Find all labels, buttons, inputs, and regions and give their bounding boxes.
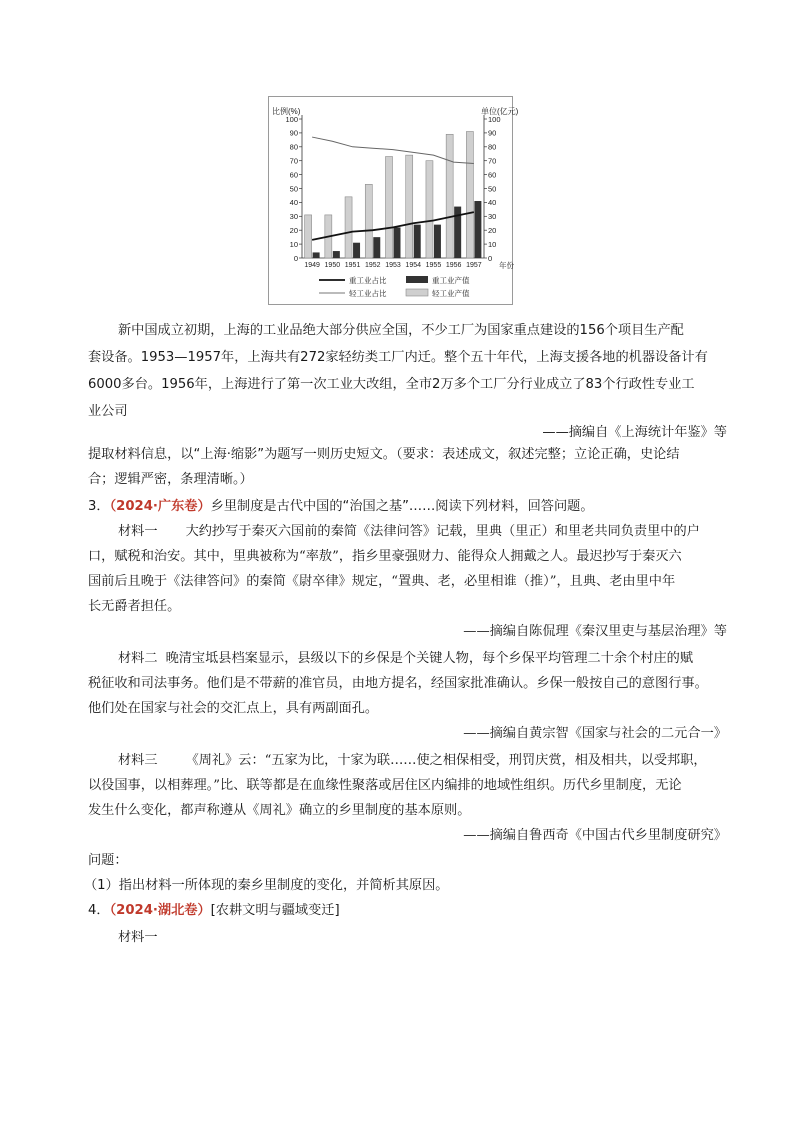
q3-m3-line2: 以役国事，以相葬理。”比、联等都是在血缘性聚落或居住区内编排的地域性组织。历代乡里制度，无论 bbox=[88, 778, 682, 793]
x-tick-label: 1956 bbox=[445, 262, 462, 269]
q3-m3-line1 bbox=[118, 751, 707, 771]
right-axis-label: 单位(亿元) bbox=[481, 107, 519, 116]
q3-m1-line1 bbox=[118, 522, 700, 542]
bar-heavy-value bbox=[414, 225, 421, 258]
industry-chart bbox=[268, 96, 519, 305]
right-tick-label: 80 bbox=[488, 142, 497, 152]
x-tick-label: 1957 bbox=[466, 262, 482, 269]
bar-heavy-value bbox=[394, 227, 401, 258]
p1-source: ——摘编自《上海统计年鉴》等 bbox=[542, 425, 727, 440]
q3-question-label: 问题： bbox=[88, 853, 128, 868]
bar-light-value bbox=[406, 155, 413, 258]
left-tick-label: 60 bbox=[289, 170, 298, 180]
x-tick-label: 1953 bbox=[385, 262, 401, 269]
left-tick-label: 70 bbox=[289, 156, 298, 166]
q4-heading bbox=[88, 901, 340, 921]
q3-m2-label: 材料二 bbox=[118, 651, 158, 666]
x-tick-label: 1955 bbox=[425, 262, 442, 269]
q4-topic: [农耕文明与疆域变迁] bbox=[210, 903, 340, 918]
left-tick-label: 30 bbox=[289, 212, 298, 222]
q3-m2-line2: 税征收和司法事务。他们是不带薪的准官员，由地方提名，经国家批准确认。乡保一般按自己的意图行事。 bbox=[88, 676, 708, 691]
q3-m1-label: 材料一 bbox=[118, 524, 158, 539]
bar-light-value bbox=[446, 134, 453, 258]
left-tick-label: 50 bbox=[289, 184, 298, 194]
q3-m2-text: 晚清宝坻县档案显示，县级以下的乡保是个关键人物，每个乡保平均管理二十余个村庄的赋 bbox=[165, 651, 694, 666]
q2-line2: 合；逻辑严密，条理清晰。） bbox=[88, 472, 253, 487]
bar-light-value bbox=[345, 197, 352, 258]
q3-m3-source: ——摘编自鲁西奇《中国古代乡里制度研究》 bbox=[463, 828, 727, 843]
legend-light-value: 轻工业产值 bbox=[432, 289, 470, 298]
right-tick-label: 20 bbox=[488, 226, 497, 235]
q4-number: 4． bbox=[88, 903, 110, 918]
left-tick-label: 10 bbox=[289, 239, 298, 249]
q4-m1-label: 材料一 bbox=[118, 930, 158, 945]
p1-line4: 业公司 bbox=[88, 404, 128, 419]
q3-source-tag: （2024·广东卷） bbox=[109, 499, 211, 514]
right-tick-label: 90 bbox=[488, 128, 497, 138]
right-tick-label: 70 bbox=[488, 156, 497, 166]
left-tick-label: 40 bbox=[289, 198, 298, 208]
x-tick-label: 1950 bbox=[324, 262, 341, 269]
bar-heavy-value bbox=[313, 252, 320, 258]
q3-m1-line4: 长无爵者担任。 bbox=[88, 599, 181, 614]
left-tick-label: 0 bbox=[293, 253, 298, 263]
legend-light-value-swatch bbox=[406, 289, 428, 296]
q4-source-tag: （2024·湖北卷） bbox=[109, 903, 211, 918]
p1-line2: 套设备。1953—1957年，上海共有272家轻纺类工厂内迁。整个五十年代，上海支援各地的机器设备计有 bbox=[88, 350, 708, 365]
bar-light-value bbox=[426, 161, 433, 258]
q3-m1-line3: 国前后且晚于《法律答问》的秦简《尉卒律》规定，“置典、老，必里相谁（推）”，且典、老由里中年 bbox=[88, 574, 676, 589]
p1-line1: 新中国成立初期，上海的工业品绝大部分供应全国，不少工厂为国家重点建设的156个项目生产配 bbox=[118, 323, 684, 338]
right-tick-label: 100 bbox=[488, 114, 501, 124]
q2-line1: 提取材料信息，以“上海·缩影”为题写一则历史短文。（要求：表述成文，叙述完整；立论正确，史论结 bbox=[88, 447, 680, 462]
q3-m2-line1 bbox=[118, 649, 693, 669]
right-tick-label: 50 bbox=[488, 184, 497, 194]
legend-heavy-value-swatch bbox=[406, 276, 428, 283]
bar-heavy-value bbox=[474, 201, 481, 258]
q3-m3-label: 材料三 bbox=[118, 753, 158, 768]
p1-line3: 6000多台。1956年，上海进行了第一次工业大改组，全市2万多个工厂分行业成立了83个行政性专业工 bbox=[88, 377, 695, 392]
q3-heading bbox=[88, 497, 594, 517]
q3-m3-text: 《周礼》云：“五家为比，十家为联……使之相保相受，刑罚庆赏，相及相共，以受邦职， bbox=[185, 753, 707, 768]
x-tick-label: 1949 bbox=[304, 262, 320, 269]
q3-m1-text: 大约抄写于秦灭六国前的秦简《法律问答》记载，里典（里正）和里老共同负责里中的户 bbox=[185, 524, 700, 539]
bar-heavy-value bbox=[353, 243, 360, 258]
q3-intro: 乡里制度是古代中国的“治国之基”……阅读下列材料，回答问题。 bbox=[210, 499, 594, 514]
x-tick-label: 1951 bbox=[344, 262, 361, 269]
q3-m2-source: ——摘编自黄宗智《国家与社会的二元合一》 bbox=[463, 726, 727, 741]
q3-m2-line3: 他们处在国家与社会的交汇点上，具有两副面孔。 bbox=[88, 701, 379, 716]
q3-question1: （1）指出材料一所体现的秦乡里制度的变化，并简析其原因。 bbox=[84, 878, 449, 893]
bar-light-value bbox=[305, 215, 312, 258]
bar-light-value bbox=[466, 132, 473, 258]
left-tick-label: 100 bbox=[285, 114, 298, 124]
legend-heavy-ratio: 重工业占比 bbox=[349, 276, 387, 285]
q3-number: 3． bbox=[88, 499, 110, 514]
bar-light-value bbox=[386, 157, 393, 258]
left-axis-label: 比例(%) bbox=[272, 107, 301, 116]
legend-light-ratio: 轻工业占比 bbox=[349, 289, 387, 298]
q3-m1-line2: 口，赋税和治安。其中，里典被称为“率敖”，指乡里豪强财力、能得众人拥戴之人。最迟抄写于秦灭六 bbox=[88, 549, 682, 564]
left-tick-label: 80 bbox=[289, 142, 298, 152]
right-tick-label: 40 bbox=[488, 198, 497, 208]
bar-heavy-value bbox=[373, 237, 380, 258]
bar-heavy-value bbox=[333, 251, 340, 258]
left-tick-label: 90 bbox=[289, 128, 298, 138]
chart-svg bbox=[269, 97, 519, 304]
left-tick-label: 20 bbox=[289, 226, 298, 235]
legend-heavy-value: 重工业产值 bbox=[432, 276, 470, 285]
right-tick-label: 30 bbox=[488, 212, 497, 222]
x-axis-label: 年份 bbox=[499, 261, 514, 270]
bar-light-value bbox=[365, 184, 372, 258]
q3-m3-line3: 发生什么变化，都声称遵从《周礼》确立的乡里制度的基本原则。 bbox=[88, 803, 471, 818]
bar-heavy-value bbox=[434, 225, 441, 258]
right-tick-label: 0 bbox=[488, 253, 493, 263]
x-tick-label: 1952 bbox=[364, 262, 381, 269]
right-tick-label: 10 bbox=[488, 239, 497, 249]
right-tick-label: 60 bbox=[488, 170, 497, 180]
q3-m1-source: ——摘编自陈侃理《秦汉里吏与基层治理》等 bbox=[463, 624, 727, 639]
x-tick-label: 1954 bbox=[405, 262, 422, 269]
